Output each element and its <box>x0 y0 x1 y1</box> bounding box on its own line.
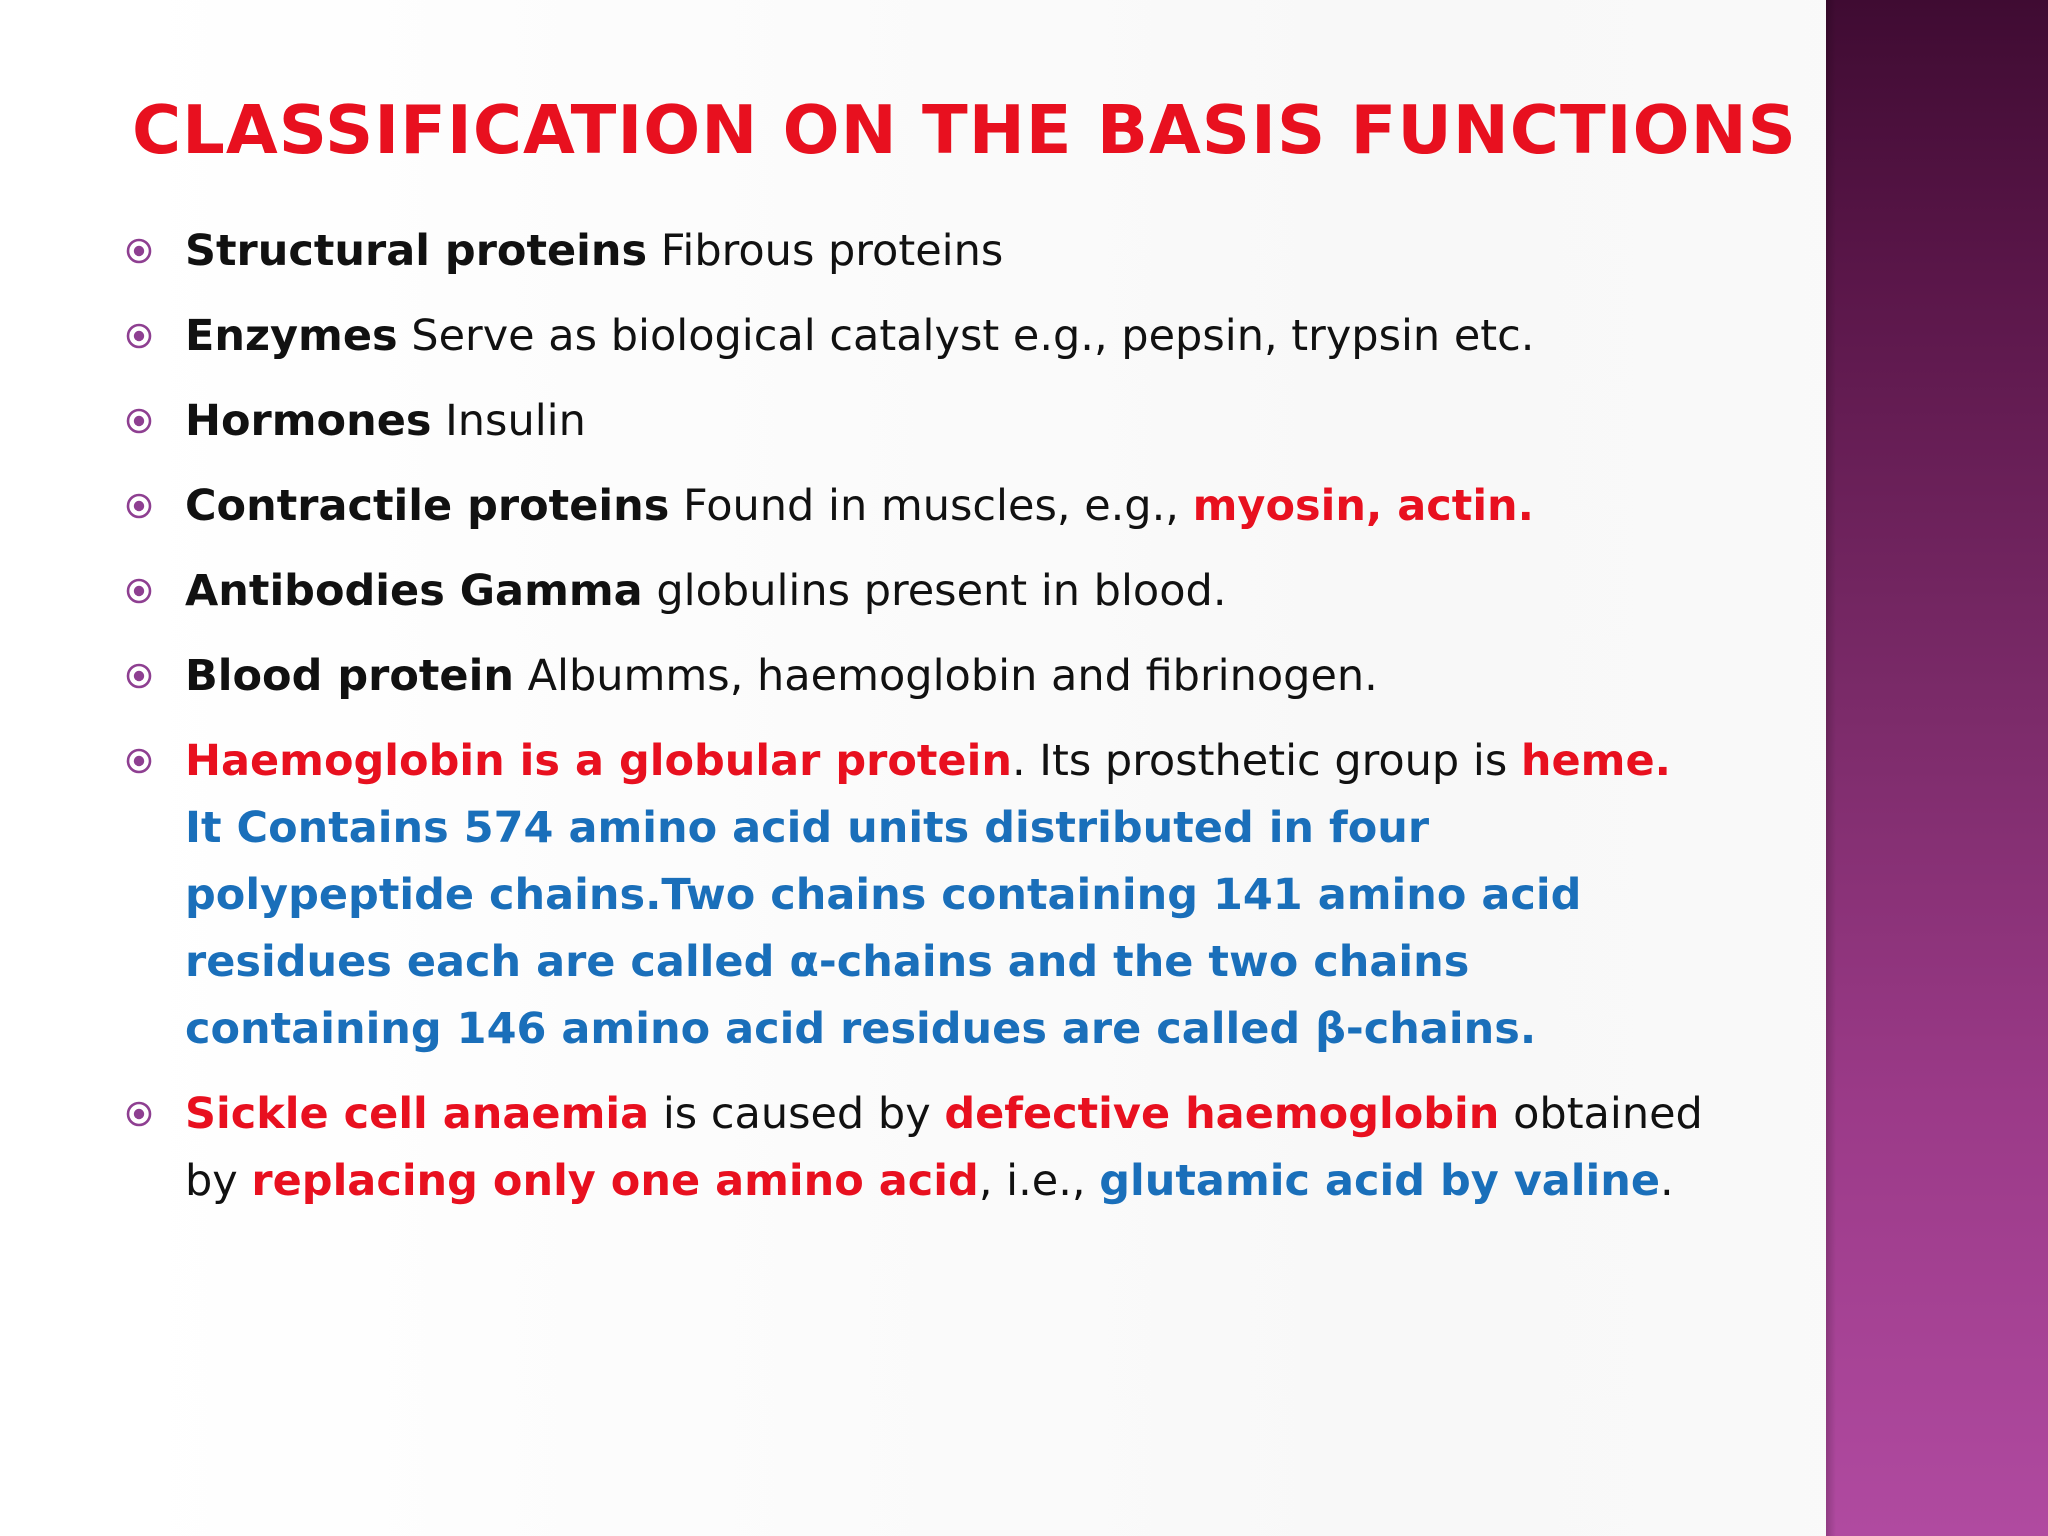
circled-dot-bullet-icon <box>126 1101 152 1127</box>
circled-dot-bullet-icon <box>126 408 152 434</box>
desc-structural-proteins: Fibrous proteins <box>660 226 1004 276</box>
circled-dot-bullet-icon <box>126 663 152 689</box>
haemoglobin-detail: It Contains 574 amino acid units distributed in four polypeptide chains.Two chains containing 141 amino acid residues each are called α-chains and the two chains containing 146 amino acid residues are called β-chains. <box>185 803 1582 1054</box>
bullet-list <box>120 218 1720 1233</box>
list-item-structural-proteins <box>120 218 1720 285</box>
haemoglobin-lead: Haemoglobin is a globular protein <box>185 736 1012 786</box>
haemoglobin-mid: . Its prosthetic group is <box>1011 736 1508 786</box>
list-item-haemoglobin <box>120 728 1720 1063</box>
circled-dot-bullet-icon <box>126 323 152 349</box>
sickle-defect: defective haemoglobin <box>944 1089 1500 1139</box>
circled-dot-bullet-icon <box>126 493 152 519</box>
sickle-text-4: . <box>1660 1156 1674 1206</box>
desc-hormones: Insulin <box>445 396 586 446</box>
side-decorative-band <box>1826 0 2048 1536</box>
sickle-replace: replacing only one amino acid <box>251 1156 979 1206</box>
desc-contractile-proteins: Found in muscles, e.g., <box>683 481 1179 531</box>
list-item-enzymes <box>120 303 1720 370</box>
circled-dot-bullet-icon <box>126 748 152 774</box>
list-item-antibodies <box>120 558 1720 625</box>
term-antibodies: Antibodies Gamma <box>185 566 643 616</box>
list-item-sickle-cell <box>120 1081 1720 1215</box>
highlight-myosin-actin: myosin, actin. <box>1192 481 1535 531</box>
term-structural-proteins: Structural proteins <box>185 226 648 276</box>
list-item-hormones <box>120 388 1720 455</box>
term-enzymes: Enzymes <box>185 311 398 361</box>
desc-enzymes: Serve as biological catalyst e.g., pepsin, trypsin etc. <box>411 311 1535 361</box>
term-contractile-proteins: Contractile proteins <box>185 481 670 531</box>
sickle-lead: Sickle cell anaemia <box>185 1089 650 1139</box>
list-item-contractile-proteins <box>120 473 1720 540</box>
circled-dot-bullet-icon <box>126 238 152 264</box>
haemoglobin-heme: heme. <box>1520 736 1671 786</box>
list-item-blood-protein <box>120 643 1720 710</box>
sickle-glutamic: glutamic acid by valine <box>1099 1156 1661 1206</box>
sickle-text-1: is caused by <box>662 1089 931 1139</box>
desc-blood-protein: Albumms, haemoglobin and fibrinogen. <box>527 651 1378 701</box>
slide-title: CLASSIFICATION ON THE BASIS FUNCTIONS <box>132 91 1797 169</box>
circled-dot-bullet-icon <box>126 578 152 604</box>
sickle-text-2: obtained by <box>185 1089 1703 1206</box>
sickle-text-3: , i.e., <box>978 1156 1086 1206</box>
term-blood-protein: Blood protein <box>185 651 514 701</box>
desc-antibodies: globulins present in blood. <box>656 566 1227 616</box>
term-hormones: Hormones <box>185 396 432 446</box>
